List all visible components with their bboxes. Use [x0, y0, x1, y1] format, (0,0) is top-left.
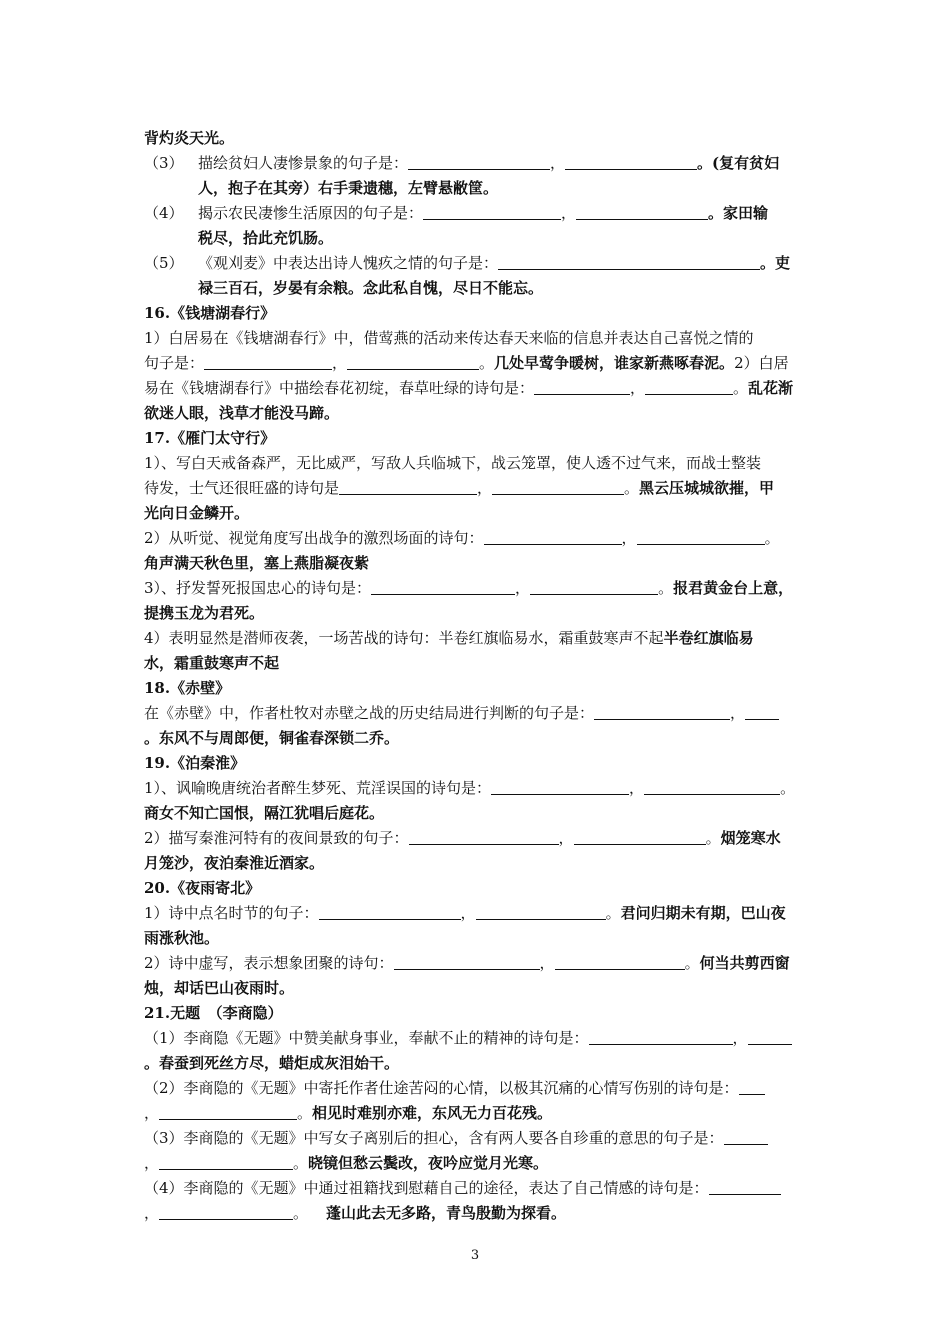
question-text: 句子是： [144, 354, 205, 372]
answer-line: 欲迷人眼，浅草才能没马蹄。 [144, 404, 340, 422]
question-text: 描绘贫妇人凄惨景象的句子是： [198, 154, 409, 172]
comma: ， [630, 379, 646, 397]
comma: ， [732, 1029, 748, 1047]
answer-line: 禄三百石，岁晏有余粮。念此私自愧，尽日不能忘。 [198, 279, 544, 297]
question-text: 1）、讽喻晚唐统治者醉生梦死、荒淫误国的诗句是： [144, 779, 492, 797]
answer-text: 烟笼寒水 [720, 829, 781, 847]
answer-blank[interactable] [423, 203, 561, 220]
section-heading-20: 20.《夜雨寄北》 [144, 879, 261, 897]
comma: ， [144, 1154, 160, 1172]
question-number: （3） [144, 154, 184, 172]
period: 。 [293, 1154, 309, 1172]
answer-text: 乱花渐 [748, 379, 794, 397]
question-line [144, 701, 810, 726]
page-number: 3 [470, 1248, 480, 1263]
section-heading-17: 17.《雁门太守行》 [144, 429, 276, 447]
answer-blank[interactable] [637, 528, 765, 545]
answer-blank[interactable] [574, 828, 706, 845]
answer-text: 蓬山此去无多路，青鸟殷勤为探看。 [326, 1204, 567, 1222]
answer-blank[interactable] [159, 1153, 293, 1170]
answer-blank[interactable] [565, 153, 697, 170]
question-text: （2）李商隐的《无题》中寄托作者仕途苦闷的心情，以极其沉痛的心情写伤别的诗句是： [144, 1079, 739, 1097]
question-text: 待发，士气还很旺盛的诗句是 [144, 479, 340, 497]
answer-blank[interactable] [394, 953, 540, 970]
answer-text: 几处早莺争暖树，谁家新燕啄春泥。 [494, 354, 735, 372]
question-line [144, 576, 810, 601]
question-text: 揭示农民凄惨生活原因的句子是： [198, 204, 424, 222]
answer-line: 提携玉龙为君死。 [144, 604, 265, 622]
question-text: 1）诗中点名时节的句子： [144, 904, 319, 922]
section-heading-16: 16.《钱塘湖春行》 [144, 304, 276, 322]
question-text: 3）、抒发誓死报国忠心的诗句是： [144, 579, 372, 597]
answer-blank[interactable] [739, 1078, 765, 1095]
question-line [144, 951, 810, 976]
question-line [144, 376, 810, 401]
answer-line: 烛，却话巴山夜雨时。 [144, 979, 295, 997]
question-line [144, 1176, 810, 1201]
question-4 [144, 201, 810, 226]
section-heading-18: 18.《赤壁》 [144, 679, 231, 697]
period: 。 [780, 779, 796, 797]
answer-blank[interactable] [645, 378, 733, 395]
question-text: 1）、写白天戒备森严，无比威严，写敌人兵临城下，战云笼罩，使人透不过气来，而战士整装 [144, 454, 762, 472]
answer-text: 。家田输 [708, 204, 769, 222]
answer-blank[interactable] [530, 578, 658, 595]
question-line [144, 776, 810, 801]
comma: ， [144, 1104, 160, 1122]
answer-blank[interactable] [409, 828, 559, 845]
comma: ， [730, 704, 746, 722]
period: 。 [293, 1204, 309, 1222]
answer-text: 何当共剪西窗 [699, 954, 790, 972]
section-heading-19: 19.《泊秦淮》 [144, 754, 246, 772]
comma: ， [558, 829, 574, 847]
period: 。 [605, 904, 621, 922]
answer-blank[interactable] [408, 153, 550, 170]
question-3 [144, 151, 810, 176]
answer-line: 背灼炎天光。 [144, 129, 235, 147]
answer-blank[interactable] [159, 1103, 297, 1120]
answer-line: 。春蚕到死丝方尽，蜡炬成灰泪始干。 [144, 1054, 400, 1072]
question-text: 4）表明显然是潜师夜袭，一场苦战的诗句：半卷红旗临易水，霜重鼓寒声不起 [144, 629, 664, 647]
comma: ， [332, 354, 348, 372]
question-text: 在《赤壁》中，作者杜牧对赤壁之战的历史结局进行判断的句子是： [144, 704, 595, 722]
question-line [144, 526, 810, 551]
answer-line: 月笼沙，夜泊秦淮近酒家。 [144, 854, 325, 872]
answer-blank[interactable] [492, 478, 624, 495]
answer-blank[interactable] [319, 903, 461, 920]
answer-blank[interactable] [644, 778, 780, 795]
answer-blank[interactable] [576, 203, 708, 220]
answer-blank[interactable] [534, 378, 630, 395]
answer-line: 雨涨秋池。 [144, 929, 220, 947]
answer-text: 报君黄金台上意， [673, 579, 794, 597]
answer-text: 。吏 [760, 254, 791, 272]
question-line [144, 1026, 810, 1051]
period: 。 [658, 579, 674, 597]
comma: ， [515, 579, 531, 597]
question-text: 2）诗中虚写，表示想象团聚的诗句： [144, 954, 394, 972]
question-line [144, 901, 810, 926]
answer-blank[interactable] [555, 953, 685, 970]
question-line [144, 351, 810, 376]
exercise-content [144, 126, 810, 1226]
answer-blank[interactable] [748, 1028, 792, 1045]
answer-blank[interactable] [339, 478, 477, 495]
answer-line: 税尽，拾此充饥肠。 [198, 229, 334, 247]
answer-blank[interactable] [498, 253, 760, 270]
question-line [144, 1151, 810, 1176]
period: 。 [733, 379, 749, 397]
period: 。 [479, 354, 495, 372]
comma: ， [561, 204, 577, 222]
comma: ， [477, 479, 493, 497]
comma: ， [144, 1204, 160, 1222]
answer-blank[interactable] [159, 1203, 293, 1220]
answer-blank[interactable] [724, 1128, 768, 1145]
answer-blank[interactable] [745, 703, 779, 720]
question-5 [144, 251, 810, 276]
question-text: 2）从听觉、视觉角度写出战争的激烈场面的诗句： [144, 529, 484, 547]
question-text: （4）李商隐的《无题》中通过祖籍找到慰藉自己的途径，表达了自己情感的诗句是： [144, 1179, 709, 1197]
answer-line: 角声满天秋色里，塞上燕脂凝夜紫 [144, 554, 370, 572]
question-text: 2）白居 [734, 354, 789, 372]
comma: ， [539, 954, 555, 972]
answer-blank[interactable] [491, 778, 629, 795]
answer-line: 光向日金鳞开。 [144, 504, 250, 522]
comma: ， [629, 779, 645, 797]
answer-line: 人，抱子在其旁）右手秉遗穗，左臂悬敝筐。 [198, 179, 499, 197]
answer-text: 相见时难别亦难，东风无力百花残。 [312, 1104, 553, 1122]
answer-blank[interactable] [484, 528, 622, 545]
question-line [144, 476, 810, 501]
answer-text: 晓镜但愁云鬓改，夜吟应觉月光寒。 [308, 1154, 549, 1172]
answer-blank[interactable] [594, 703, 730, 720]
question-text: （1）李商隐《无题》中赞美献身事业，奉献不止的精神的诗句是： [144, 1029, 589, 1047]
comma: ， [550, 154, 566, 172]
answer-text: 黑云压城城欲摧，甲 [639, 479, 775, 497]
period: 。 [297, 1104, 313, 1122]
question-number: （5） [144, 254, 184, 272]
question-text: 易在《钱塘湖春行》中描绘春花初绽，春草吐绿的诗句是： [144, 379, 535, 397]
answer-blank[interactable] [347, 353, 479, 370]
question-text: 1）白居易在《钱塘湖春行》中，借莺燕的活动来传达春天来临的信息并表达自己喜悦之情的 [144, 329, 754, 347]
question-text: （3）李商隐的《无题》中写女子离别后的担心，含有两人要各自珍重的意思的句子是： [144, 1129, 724, 1147]
answer-text: 君问归期未有期，巴山夜 [620, 904, 786, 922]
period: 。 [624, 479, 640, 497]
period: 。 [705, 829, 721, 847]
question-line [144, 826, 810, 851]
answer-line: 。东风不与周郎便，铜雀春深锁二乔。 [144, 729, 400, 747]
answer-blank[interactable] [709, 1178, 781, 1195]
question-number: （4） [144, 204, 184, 222]
answer-text: 。(复有贫妇 [697, 154, 780, 172]
question-line [144, 626, 810, 651]
answer-line: 水，霜重鼓寒声不起 [144, 654, 280, 672]
question-line [144, 1126, 810, 1151]
answer-text: 半卷红旗临易 [663, 629, 754, 647]
period: 。 [764, 529, 780, 547]
period: 。 [684, 954, 700, 972]
answer-line: 商女不知亡国恨，隔江犹唱后庭花。 [144, 804, 385, 822]
answer-blank[interactable] [589, 1028, 733, 1045]
question-line [144, 1101, 810, 1126]
question-line [144, 1076, 810, 1101]
comma: ， [621, 529, 637, 547]
answer-blank[interactable] [204, 353, 332, 370]
comma: ， [460, 904, 476, 922]
question-text: 《观刈麦》中表达出诗人愧疚之情的句子是： [198, 254, 499, 272]
question-text: 2）描写秦淮河特有的夜间景致的句子： [144, 829, 409, 847]
section-heading-21: 21.无题 （李商隐） [144, 1004, 283, 1022]
question-line [144, 1201, 810, 1226]
answer-blank[interactable] [476, 903, 606, 920]
answer-blank[interactable] [371, 578, 515, 595]
